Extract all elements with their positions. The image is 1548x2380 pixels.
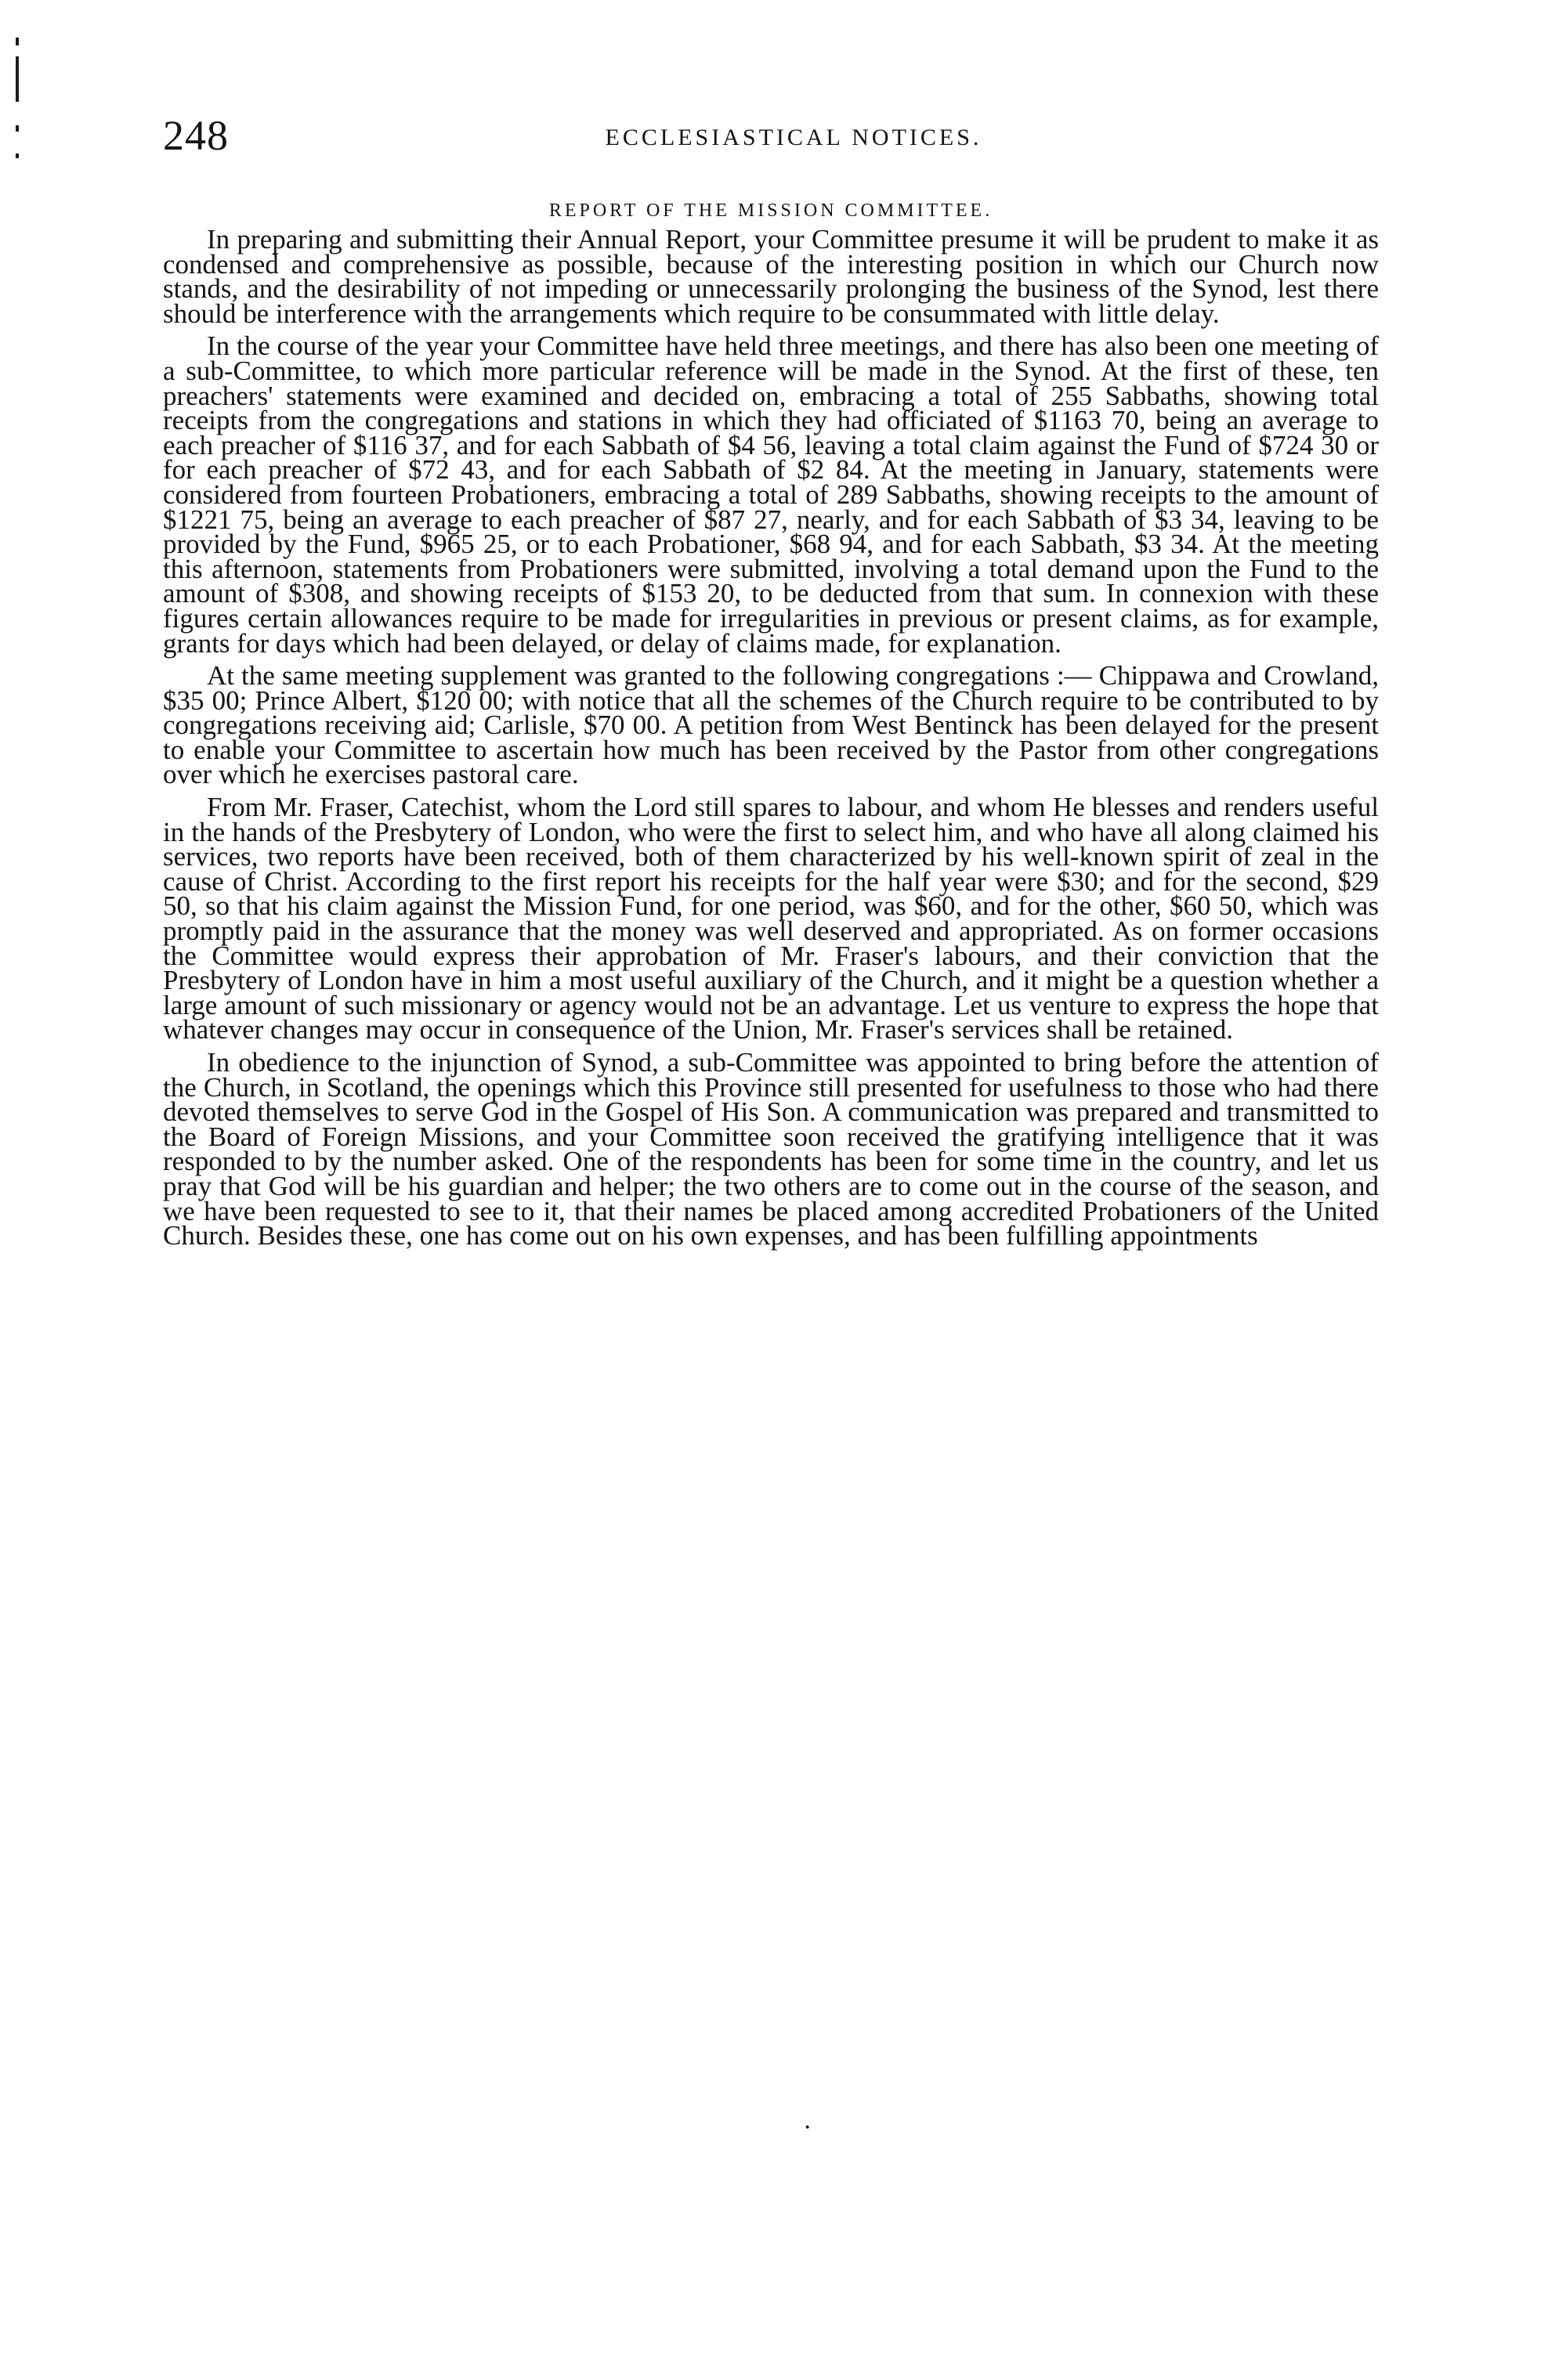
margin-mark — [16, 56, 19, 102]
margin-mark — [16, 153, 19, 158]
paragraph: In obedience to the injunction of Synod, a sub-Committee was appointed to bring before the attention of the Church, in Scotland, the openings which this Province still presented for usefulness to those who had there devoted themselves to serve God in the Gospel of His Son. A communication was prepared and transmitted to the Board of Foreign Missions, and your Committee soon received the gratifying intelligence that it was responded to by the number asked. One of the respondents has been for some time in the country, and let us pray that God will be his guardian and helper; the two others are to come out in the course of the season, and we have been requested to see to it, that their names be placed among accredited Probationers of the United Church. Besides these, one has come out on his own expenses, and has been fulfilling appointments — [163, 1047, 1379, 1251]
margin-mark — [16, 38, 19, 45]
paragraph: From Mr. Fraser, Catechist, whom the Lord still spares to labour, and whom He blesses and renders useful in the hands of the Presbytery of London, who were the first to select him, and who have all along claimed his services, two reports have been received, both of them characterized by his well-known spirit of zeal in the cause of Christ. According to the first report his receipts for the half year were $30; and for the second, $29 50, so that his claim against the Mission Fund, for one period, was $60, and for the other, $60 50, which was promptly paid in the assurance that the money was well deserved and appropriated. As on former occasions the Committee would express their approbation of Mr. Fraser's labours, and their conviction that the Presbytery of London have in him a most useful auxiliary of the Church, and it might be a question whether a large amount of such missionary or agency would not be an advantage. Let us venture to express the hope that whatever changes may occur in consequence of the Union, Mr. Fraser's services shall be retained. — [163, 792, 1379, 1046]
paragraph: In the course of the year your Committee have held three meetings, and there has also been one meeting of a sub-Committee, to which more particular reference will be made in the Synod. At the first of these, ten preachers' statements were examined and decided on, embracing a total of 255 Sabbaths, showing total receipts from the congregations and stations in which they had officiated of $1163 70, being an average to each preacher of $116 37, and for each Sabbath of $4 56, leaving a total claim against the Fund of $724 30 or for each preacher of $72 43, and for each Sabbath of $2 84. At the meeting in January, statements were considered from fourteen Probationers, embracing a total of 289 Sabbaths, showing receipts to the amount of $1221 75, being an average to each preacher of $87 27, nearly, and for each Sabbath of $3 34, leaving to be provided by the Fund, $965 25, or to each Probationer, $68 94, and for each Sabbath, $3 34. At the meeting this afternoon, statements from Probationers were submitted, involving a total demand upon the Fund to the amount of $308, and showing receipts of $153 20, to be deducted from that sum. In connexion with these figures certain allowances require to be made for irregularities in previous or present claims, as for example, grants for days which had been delayed, or delay of claims made, for explanation. — [163, 330, 1379, 659]
report-body — [163, 224, 1379, 1251]
page-header — [163, 108, 1377, 163]
section-title: REPORT OF THE MISSION COMMITTEE. — [548, 200, 993, 221]
margin-mark — [16, 125, 19, 132]
page-number: 248 — [163, 112, 229, 159]
paragraph: At the same meeting supplement was granted to the following congregations :— Chippawa and Crowland, $35 00; Prince Albert, $120 00; with notice that all the schemes of the Church require to be contributed to by congregations receiving aid; Carlisle, $70 00. A petition from West Bentinck has been delayed for the present to enable your Committee to ascertain how much has been received by the Pastor from other congregations over which he exercises pastoral care. — [163, 660, 1379, 790]
running-head: ECCLESIASTICAL NOTICES. — [605, 125, 982, 150]
paragraph: In preparing and submitting their Annual Report, your Committee presume it will be prudent to make it as condensed and comprehensive as possible, because of the interesting position in which our Church now stands, and the desirability of not impeding or unnecessarily prolonging the business of the Synod, lest there should be interference with the arrangements which require to be consummated with little delay. — [163, 224, 1379, 329]
footer-mark: · — [803, 2113, 812, 2142]
